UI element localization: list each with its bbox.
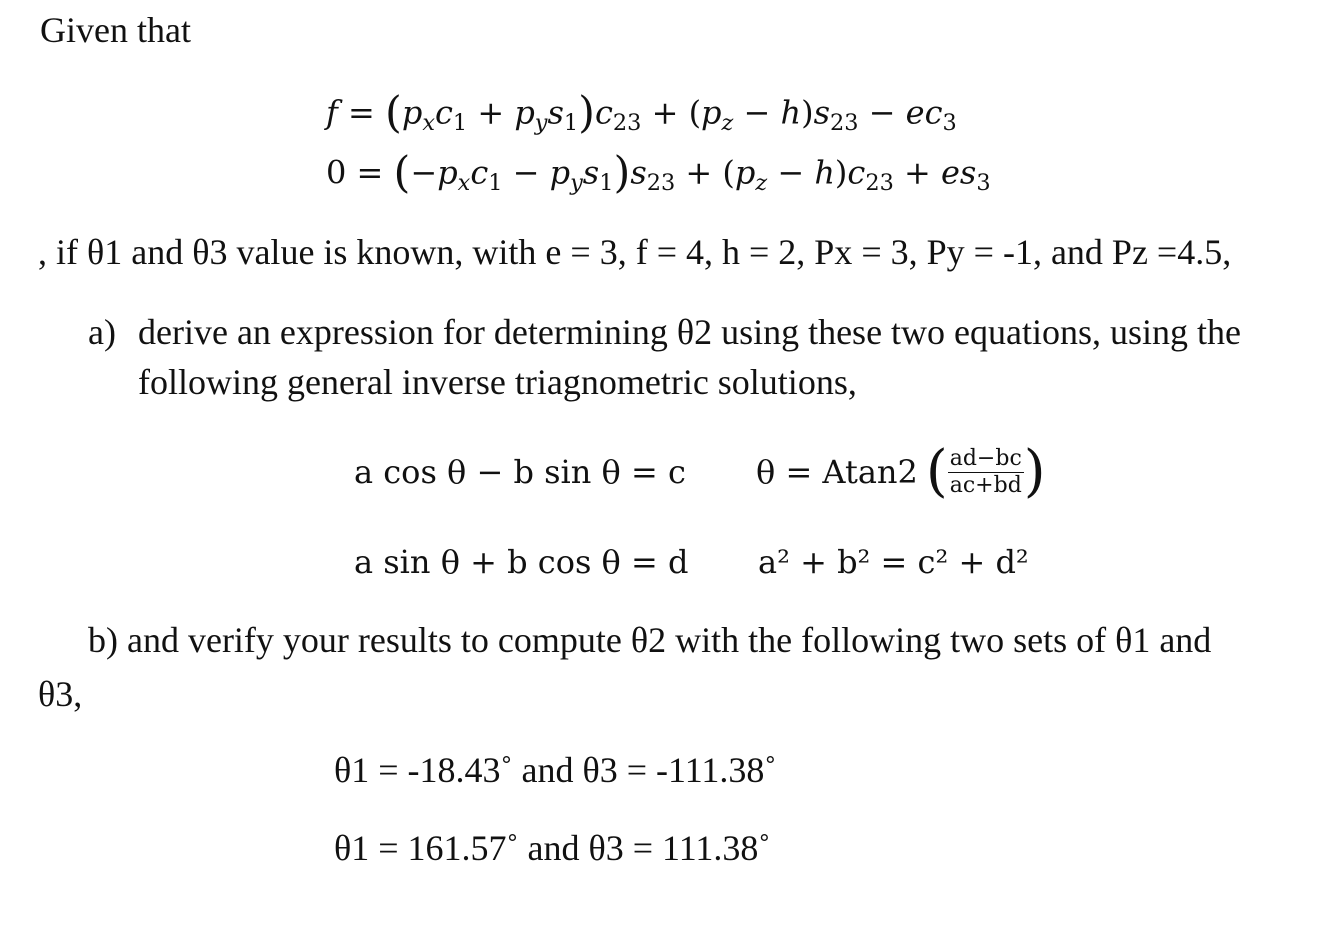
part-b-line-1: b) and verify your results to compute θ2 with the following two sets of θ1 and bbox=[88, 620, 1212, 660]
angle-set-1: θ1 = -18.43˚ and θ3 = -111.38˚ bbox=[334, 750, 777, 790]
identity-sum-of-squares: a² + b² = c² + d² bbox=[758, 543, 1029, 581]
atan2-prefix: θ = Atan2 bbox=[756, 453, 918, 491]
part-b-line-2: θ3, bbox=[38, 674, 83, 714]
atan2-formula: θ = Atan2 ( $\frac{ad-bc}{ac+bd}$ ) bbox=[756, 439, 1046, 504]
intro-text: Given that bbox=[40, 10, 191, 50]
equation-2: $0 = (-p_xc_1 - p_ys_1)s_{23} + (p_z - h)c_{23} + es_3$ bbox=[326, 148, 991, 198]
identity-cos-sin: a cos θ − b sin θ = c bbox=[354, 453, 686, 491]
equation-1-lhs: f bbox=[326, 93, 338, 132]
atan2-numerator: ad−bc bbox=[949, 446, 1022, 472]
atan2-denominator: ac+bd bbox=[949, 472, 1022, 498]
atan2-fraction bbox=[948, 446, 1024, 498]
equation-2-lhs: 0 bbox=[326, 153, 347, 192]
part-a-line-1: derive an expression for determining θ2 using these two equations, using the bbox=[138, 312, 1242, 352]
identity-sin-cos: a sin θ + b cos θ = d bbox=[354, 543, 689, 581]
equation-1: $f = (p_xc_1 + p_ys_1)c_{23} + (p_z - h)s_{23} - ec_3$ bbox=[326, 88, 957, 138]
angle-set-2: θ1 = 161.57˚ and θ3 = 111.38˚ bbox=[334, 828, 771, 868]
part-a-line-2: following general inverse triagnometric solutions, bbox=[138, 362, 857, 402]
condition-line: , if θ1 and θ3 value is known, with e = 3, f = 4, h = 2, Px = 3, Py = -1, and Pz =4.5, bbox=[38, 232, 1232, 272]
part-a-marker: a) bbox=[88, 312, 116, 352]
